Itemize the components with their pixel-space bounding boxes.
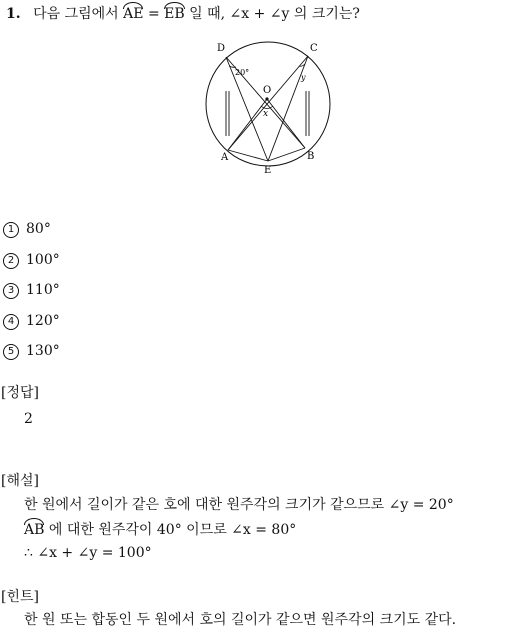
- choice-3[interactable]: [3, 282, 60, 299]
- choice-marker: 2: [3, 253, 19, 269]
- answer-label: [정답]: [1, 385, 39, 401]
- label-e: E: [264, 165, 272, 176]
- choice-marker: 1: [3, 222, 19, 238]
- explanation-line-1: 한 원에서 길이가 같은 호에 대한 원주각의 크기가 같으므로 ∠y = 20°: [24, 497, 454, 513]
- choice-value: 130°: [26, 343, 60, 359]
- choice-marker: 4: [3, 314, 19, 330]
- explanation-line-2: [24, 519, 296, 539]
- label-d: D: [217, 43, 226, 54]
- hint-text: 한 원 또는 합동인 두 원에서 호의 길이가 같으면 원주각의 크기도 같다.: [24, 612, 457, 628]
- choice-marker: 3: [3, 283, 19, 299]
- label-c: C: [310, 43, 318, 54]
- choice-4[interactable]: [3, 313, 60, 330]
- circle: [206, 42, 330, 166]
- choice-5[interactable]: [3, 343, 60, 360]
- angle-label-x: x: [263, 109, 269, 119]
- chord-eb: [268, 148, 305, 161]
- choice-2[interactable]: [3, 252, 60, 269]
- choice-value: 120°: [26, 313, 60, 329]
- question-suffix: 일 때, ∠x + ∠y 의 크기는?: [189, 6, 360, 22]
- explanation-line-3: ∴ ∠x + ∠y = 100°: [24, 545, 152, 561]
- choice-value: 80°: [26, 221, 51, 237]
- choice-marker: 5: [3, 344, 19, 360]
- equals-sign: =: [147, 6, 160, 22]
- hint-label: [힌트]: [1, 589, 39, 605]
- explanation-line-2-text: 에 대한 원주각이 40° 이므로 ∠x = 80°: [48, 522, 297, 538]
- question-number: 1.: [6, 6, 21, 22]
- radius-oa: [228, 99, 267, 150]
- explanation-label: [해설]: [1, 473, 39, 489]
- label-a: A: [221, 152, 229, 163]
- answer-value: 2: [24, 411, 33, 427]
- circle-figure: [195, 36, 345, 176]
- angle-label-20: 20°: [235, 68, 250, 77]
- label-b: B: [307, 151, 315, 162]
- question-line: [6, 3, 360, 23]
- question-prefix: 다음 그림에서: [33, 6, 119, 22]
- label-o: O: [263, 85, 272, 96]
- angle-label-y: y: [301, 73, 306, 82]
- center-dot: [265, 97, 268, 100]
- arc-ab: AB: [24, 519, 44, 538]
- arc-ae: AE: [123, 3, 143, 22]
- choice-value: 110°: [26, 282, 60, 298]
- choice-value: 100°: [26, 252, 60, 268]
- arc-eb: EB: [164, 3, 185, 22]
- choice-1[interactable]: [3, 221, 51, 238]
